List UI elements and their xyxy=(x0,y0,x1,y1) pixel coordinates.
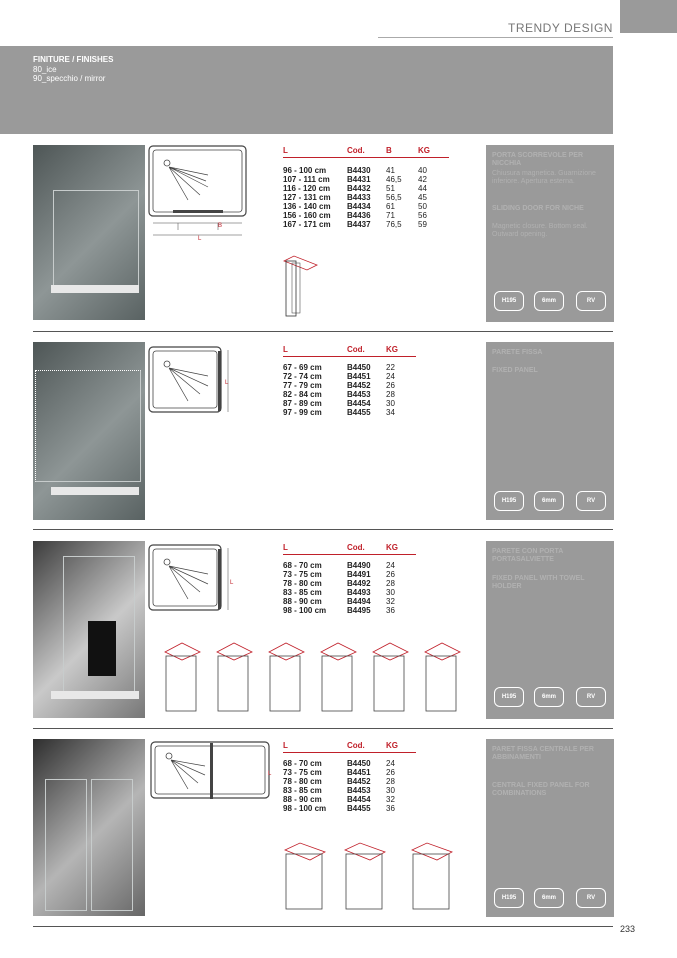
thickness-badge: 6mm xyxy=(534,888,564,908)
table-row: 97 - 99 cm B4455 34 xyxy=(283,408,395,417)
finish-item: 90_specchio / mirror xyxy=(33,74,106,83)
header-rule xyxy=(283,752,416,753)
product-photo-central-panel xyxy=(33,739,145,916)
plan-diagram xyxy=(148,145,258,245)
table-row: 72 - 74 cm B4451 24 xyxy=(283,372,395,381)
treatment-badge: RV xyxy=(576,687,606,707)
finishes-title: FINITURE / FINISHES xyxy=(33,55,114,64)
finish-item: 80_ice xyxy=(33,65,57,74)
section-divider xyxy=(33,331,613,332)
configuration-sketches xyxy=(280,840,470,915)
table-row: 77 - 79 cm B4452 26 xyxy=(283,381,395,390)
thickness-badge: 6mm xyxy=(534,291,564,311)
table-row: 127 - 131 cm B4433 56,5 45 xyxy=(283,193,427,202)
treatment-badge: RV xyxy=(576,291,606,311)
height-badge: H195 xyxy=(494,491,524,511)
panel-title: PARETE FISSA xyxy=(492,349,543,356)
header-rule xyxy=(283,157,449,158)
table-row: 96 - 100 cm B4430 41 40 xyxy=(283,166,427,175)
panel-title: PARETE CON PORTA PORTASALVIETTE xyxy=(492,548,564,563)
col-header: KG xyxy=(386,345,398,354)
table-row: 88 - 90 cm B4494 32 xyxy=(283,597,395,606)
table-row: 78 - 80 cm B4492 28 xyxy=(283,579,395,588)
dim-label-l: L xyxy=(230,580,234,586)
table-row: 167 - 171 cm B4437 76,5 59 xyxy=(283,220,427,229)
footer-rule xyxy=(33,926,613,927)
col-header: KG xyxy=(386,543,398,552)
table-row: 67 - 69 cm B4450 22 xyxy=(283,363,395,372)
product-photo-sliding-door xyxy=(33,145,145,320)
header-rule xyxy=(283,356,416,357)
product-photo-towel-holder xyxy=(33,541,145,718)
panel-title-en: CENTRAL FIXED PANEL FOR COMBINATIONS xyxy=(492,782,590,797)
col-header: KG xyxy=(418,146,430,155)
dim-label-l: L xyxy=(268,771,272,777)
panel-title: PARET FISSA CENTRALE PER ABBINAMENTI xyxy=(492,746,594,761)
plan-diagram xyxy=(148,544,243,619)
col-header: L xyxy=(283,543,288,552)
description-panel xyxy=(486,541,614,719)
door-sketch xyxy=(282,253,322,318)
treatment-badge: RV xyxy=(576,491,606,511)
table-row: 116 - 120 cm B4432 51 44 xyxy=(283,184,427,193)
header-rule xyxy=(283,554,416,555)
col-header: L xyxy=(283,741,288,750)
col-header: Cod. xyxy=(347,741,365,750)
dim-label-b: B xyxy=(218,223,223,229)
panel-title-en: FIXED PANEL xyxy=(492,367,538,374)
table-row: 136 - 140 cm B4434 61 50 xyxy=(283,202,427,211)
table-row: 156 - 160 cm B4436 71 56 xyxy=(283,211,427,220)
panel-title: PORTA SCORREVOLE PER NICCHIA xyxy=(492,152,584,167)
panel-text: Chiusura magnetica. Guarnizione inferiore. Apertura esterna. xyxy=(492,170,596,185)
configuration-sketches xyxy=(160,640,470,720)
plan-diagram xyxy=(150,741,280,811)
height-badge: H195 xyxy=(494,687,524,707)
table-row: 73 - 75 cm B4451 26 xyxy=(283,768,395,777)
col-header: Cod. xyxy=(347,345,365,354)
col-header: L xyxy=(283,345,288,354)
col-header: B xyxy=(386,146,392,155)
treatment-badge: RV xyxy=(576,888,606,908)
product-photo-fixed-panel xyxy=(33,342,145,520)
table-row: 107 - 111 cm B4431 46,5 42 xyxy=(283,175,427,184)
table-row: 83 - 85 cm B4453 30 xyxy=(283,786,395,795)
plan-diagram xyxy=(148,346,243,421)
table-row: 88 - 90 cm B4454 32 xyxy=(283,795,395,804)
table-row: 87 - 89 cm B4454 30 xyxy=(283,399,395,408)
description-panel xyxy=(486,739,614,917)
height-badge: H195 xyxy=(494,888,524,908)
thickness-badge: 6mm xyxy=(534,687,564,707)
section-divider xyxy=(33,529,613,530)
table-row: 68 - 70 cm B4490 24 xyxy=(283,561,395,570)
description-panel xyxy=(486,342,614,520)
finishes-box xyxy=(0,46,613,134)
table-row: 83 - 85 cm B4493 30 xyxy=(283,588,395,597)
dim-label-l: L xyxy=(225,380,229,386)
col-header: KG xyxy=(386,741,398,750)
panel-text-en: Magnetic closure. Bottom seal. Outward opening. xyxy=(492,223,588,238)
col-header: Cod. xyxy=(347,146,365,155)
thickness-badge: 6mm xyxy=(534,491,564,511)
panel-title-en: FIXED PANEL WITH TOWEL HOLDER xyxy=(492,575,585,590)
header-rule xyxy=(378,37,613,38)
section-divider xyxy=(33,728,613,729)
table-row: 78 - 80 cm B4452 28 xyxy=(283,777,395,786)
table-row: 82 - 84 cm B4453 28 xyxy=(283,390,395,399)
col-header: L xyxy=(283,146,288,155)
table-row: 98 - 100 cm B4455 36 xyxy=(283,804,395,813)
brand-title: TRENDY DESIGN xyxy=(508,21,613,35)
table-row: 98 - 100 cm B4495 36 xyxy=(283,606,395,615)
table-row: 73 - 75 cm B4491 26 xyxy=(283,570,395,579)
dim-label-l: L xyxy=(198,236,202,242)
table-row: 68 - 70 cm B4450 24 xyxy=(283,759,395,768)
description-panel xyxy=(486,145,614,322)
height-badge: H195 xyxy=(494,291,524,311)
panel-title-en: SLIDING DOOR FOR NICHE xyxy=(492,205,584,212)
page-number: 233 xyxy=(620,924,636,934)
col-header: Cod. xyxy=(347,543,365,552)
page-tab xyxy=(620,0,677,33)
